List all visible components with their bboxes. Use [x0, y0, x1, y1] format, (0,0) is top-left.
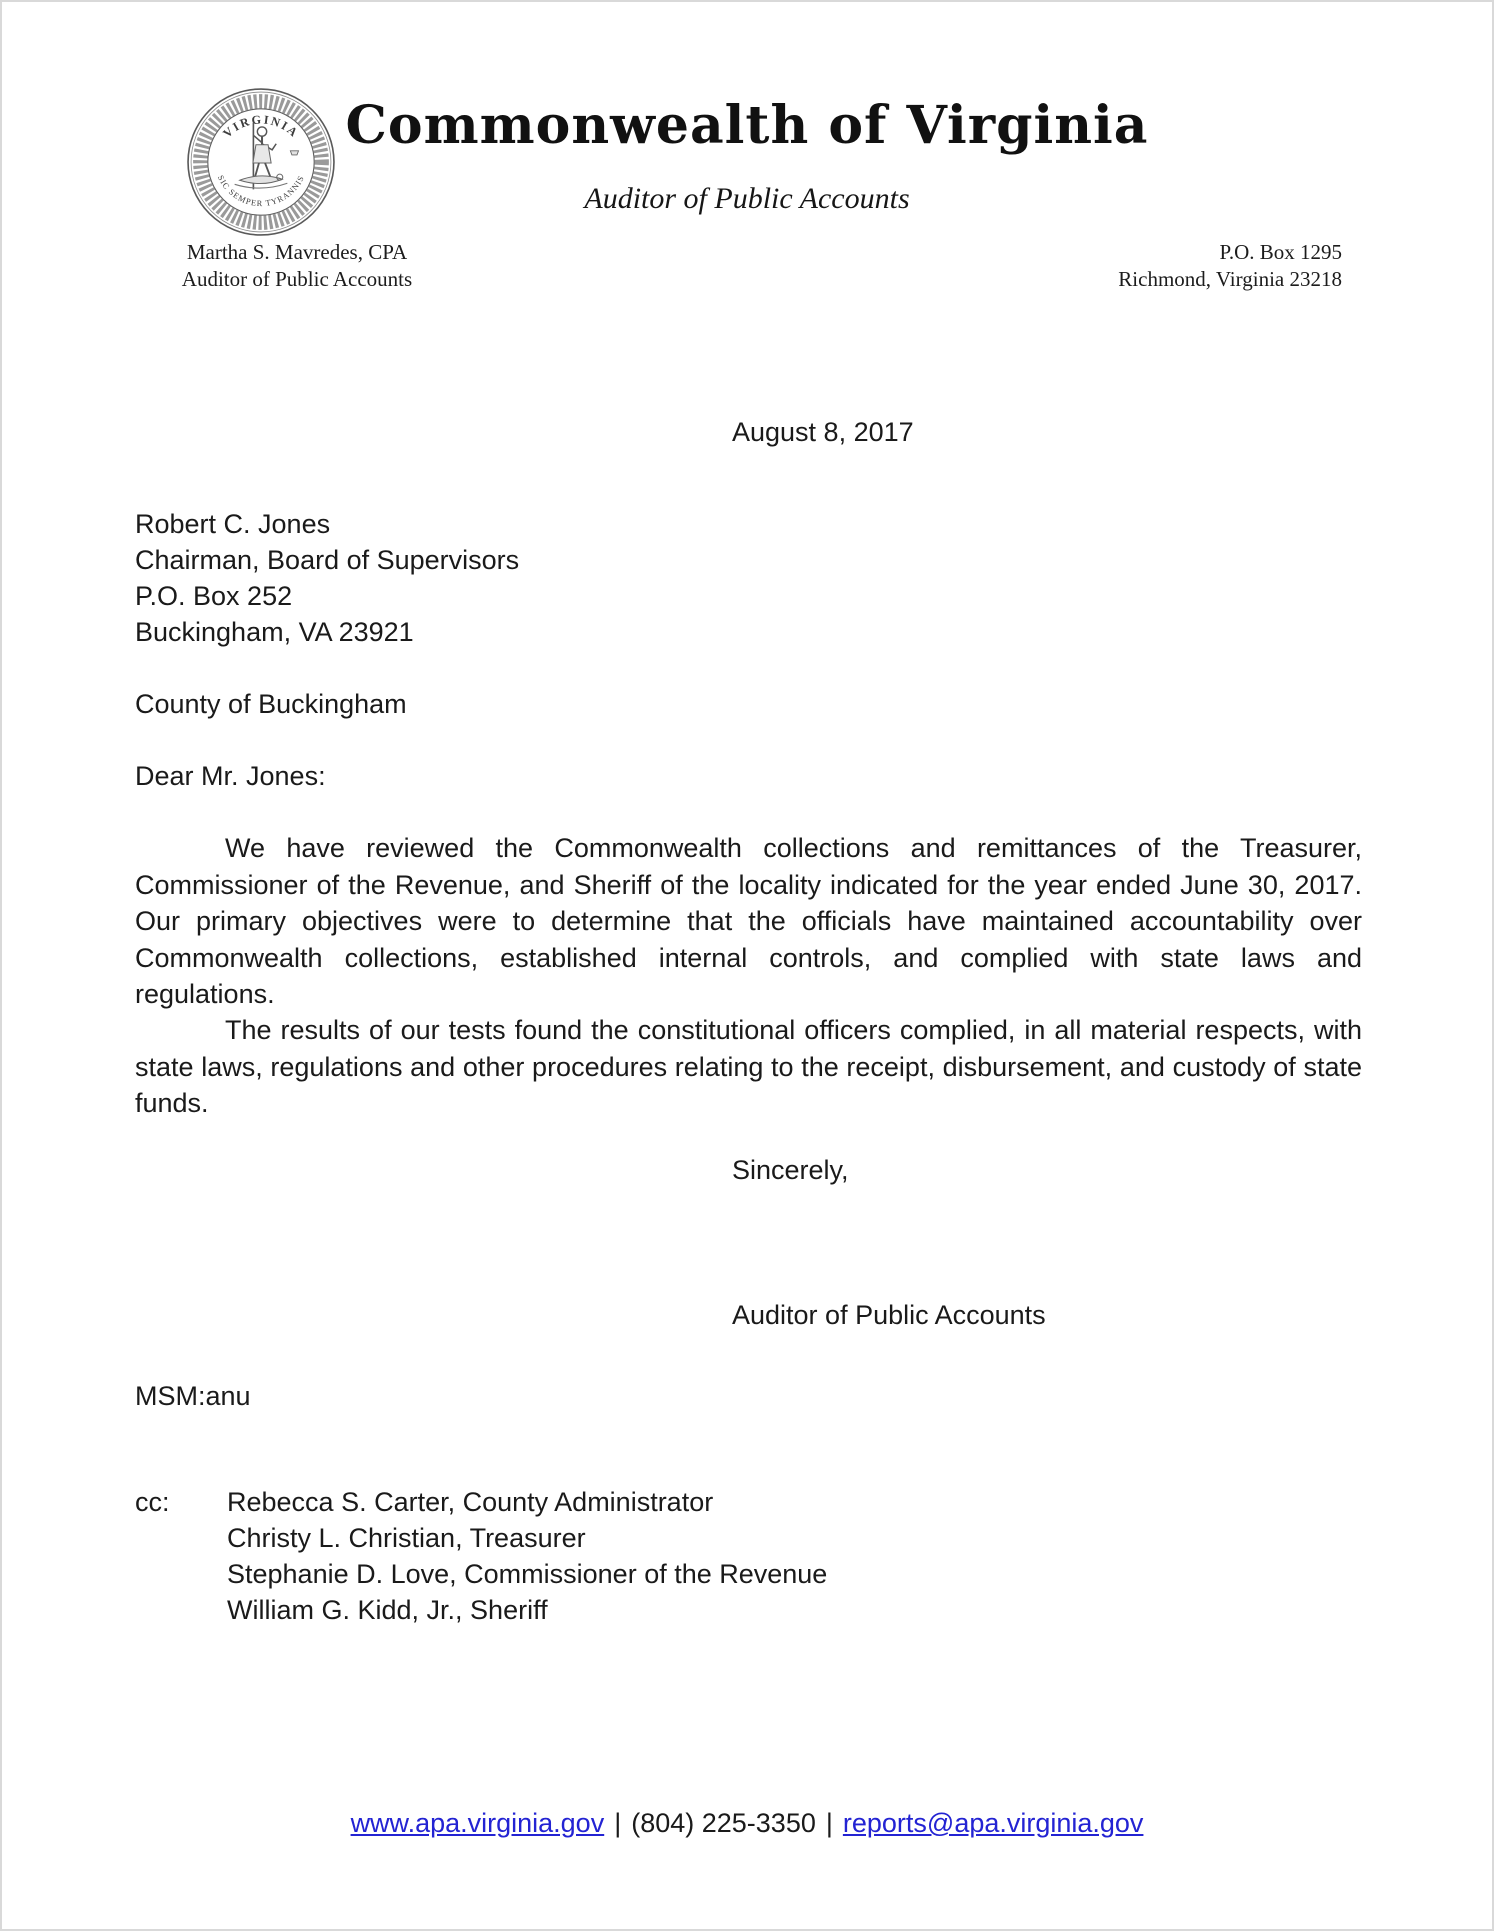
- email-link[interactable]: reports@apa.virginia.gov: [842, 1808, 1144, 1838]
- cc-item: Christy L. Christian, Treasurer: [227, 1523, 586, 1553]
- paragraph-1: We have reviewed the Commonwealth collections and remittances of the Treasurer, Commissioner of the Revenue, and Sheriff of the locality indicated for the year ended June 30, 2017. Our primary objectives were to determine that the officials have maintained accountability over Commonwealth collections, established internal controls, and complied with state laws and regulations.: [135, 833, 1362, 1009]
- org-title: Commonwealth of Virginia: [345, 95, 1149, 156]
- hq-address-line2: Richmond, Virginia 23218: [1118, 267, 1342, 291]
- paragraph-2: The results of our tests found the constitutional officers complied, in all material respects, with state laws, regulations and other procedures relating to the receipt, disbursement, and custody of state funds.: [135, 1015, 1362, 1118]
- cc-item: Stephanie D. Love, Commissioner of the Revenue: [227, 1559, 828, 1589]
- closing: Sincerely,: [732, 1155, 849, 1185]
- hq-address-line1: P.O. Box 1295: [1219, 240, 1342, 264]
- seal-top-text: VIRGINIA: [220, 112, 302, 141]
- footer-separator: |: [825, 1808, 833, 1838]
- org-subtitle: Auditor of Public Accounts: [584, 182, 910, 215]
- subject-line: County of Buckingham: [135, 689, 407, 719]
- cc-list: [227, 1484, 827, 1628]
- recipient-name: Robert C. Jones: [135, 509, 331, 539]
- phone-number: (804) 225-3350: [631, 1808, 816, 1838]
- cc-block: [135, 1484, 827, 1628]
- recipient-title: Chairman, Board of Supervisors: [135, 545, 520, 575]
- footer-separator: |: [614, 1808, 622, 1838]
- reference-initials: MSM:anu: [135, 1381, 251, 1411]
- official-block: [147, 239, 447, 293]
- signer-title: Auditor of Public Accounts: [732, 1300, 1046, 1330]
- seal-bottom-text: SIC SEMPER TYRANNIS: [215, 173, 307, 209]
- cc-item: William G. Kidd, Jr., Sheriff: [227, 1595, 548, 1625]
- recipient-po-box: P.O. Box 252: [135, 581, 293, 611]
- hq-address-block: [1118, 239, 1342, 293]
- letter-date: August 8, 2017: [732, 417, 914, 447]
- recipient-address-block: [135, 506, 519, 650]
- official-title: Auditor of Public Accounts: [181, 267, 413, 291]
- cc-label: cc:: [135, 1487, 170, 1517]
- official-name: Martha S. Mavredes, CPA: [186, 240, 408, 264]
- cc-item: Rebecca S. Carter, County Administrator: [227, 1487, 714, 1517]
- recipient-city-state-zip: Buckingham, VA 23921: [135, 617, 414, 647]
- website-link[interactable]: www.apa.virginia.gov: [350, 1808, 605, 1838]
- footer-contact-line: [2, 1808, 1492, 1839]
- salutation: Dear Mr. Jones:: [135, 761, 326, 791]
